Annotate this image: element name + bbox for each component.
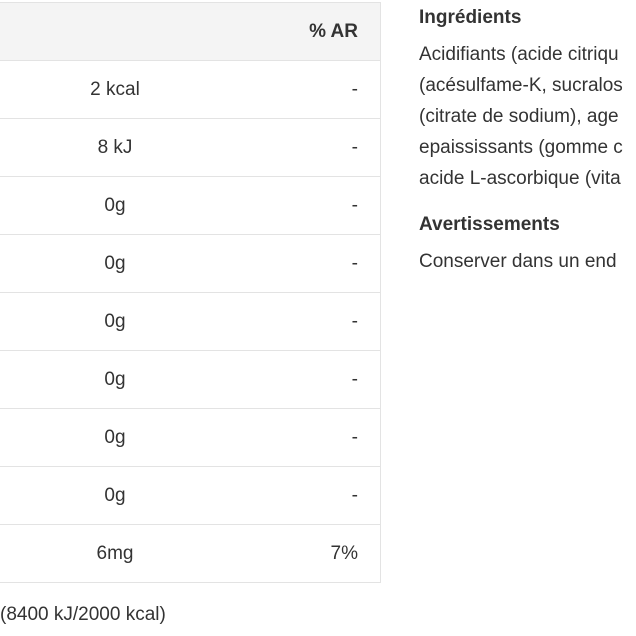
row-amount: 0g xyxy=(104,194,126,216)
table-header xyxy=(0,3,380,61)
table-row xyxy=(0,119,380,177)
row-amount: 6mg xyxy=(96,542,134,564)
table-row xyxy=(0,177,380,235)
row-amount: 0g xyxy=(104,252,126,274)
row-percent: - xyxy=(351,78,358,100)
row-percent: - xyxy=(351,194,358,216)
row-percent: - xyxy=(351,252,358,274)
row-percent: - xyxy=(351,484,358,506)
row-percent: 7% xyxy=(330,542,358,564)
percent-column-header: % AR xyxy=(309,20,358,42)
row-amount: 2 kcal xyxy=(90,78,140,100)
warnings-text: Conserver dans un end xyxy=(419,251,617,272)
table-row xyxy=(0,351,380,409)
ingredients-line: (citrate de sodium), age xyxy=(419,106,619,127)
table-row xyxy=(0,467,380,525)
ingredients-heading: Ingrédients xyxy=(419,7,522,28)
row-percent: - xyxy=(351,368,358,390)
ingredients-line: acide L-ascorbique (vita xyxy=(419,168,621,189)
row-percent: - xyxy=(351,310,358,332)
row-amount: 0g xyxy=(104,484,126,506)
warnings-heading: Avertissements xyxy=(419,214,560,235)
ingredients-line: epaississants (gomme c xyxy=(419,137,623,158)
row-amount: 0g xyxy=(104,426,126,448)
row-amount: 0g xyxy=(104,368,126,390)
row-amount: 8 kJ xyxy=(97,136,133,158)
row-percent: - xyxy=(351,136,358,158)
table-row xyxy=(0,235,380,293)
table-row xyxy=(0,525,380,582)
nutrition-table xyxy=(0,2,381,583)
table-row xyxy=(0,61,380,119)
reference-intake-footnote: (8400 kJ/2000 kcal) xyxy=(0,604,166,625)
ingredients-text xyxy=(419,39,636,194)
ingredients-line: (acésulfame-K, sucralos xyxy=(419,75,623,96)
table-row xyxy=(0,293,380,351)
ingredients-line: Acidifiants (acide citriqu xyxy=(419,44,619,65)
table-row xyxy=(0,409,380,467)
row-percent: - xyxy=(351,426,358,448)
product-details xyxy=(419,6,636,277)
row-amount: 0g xyxy=(104,310,126,332)
